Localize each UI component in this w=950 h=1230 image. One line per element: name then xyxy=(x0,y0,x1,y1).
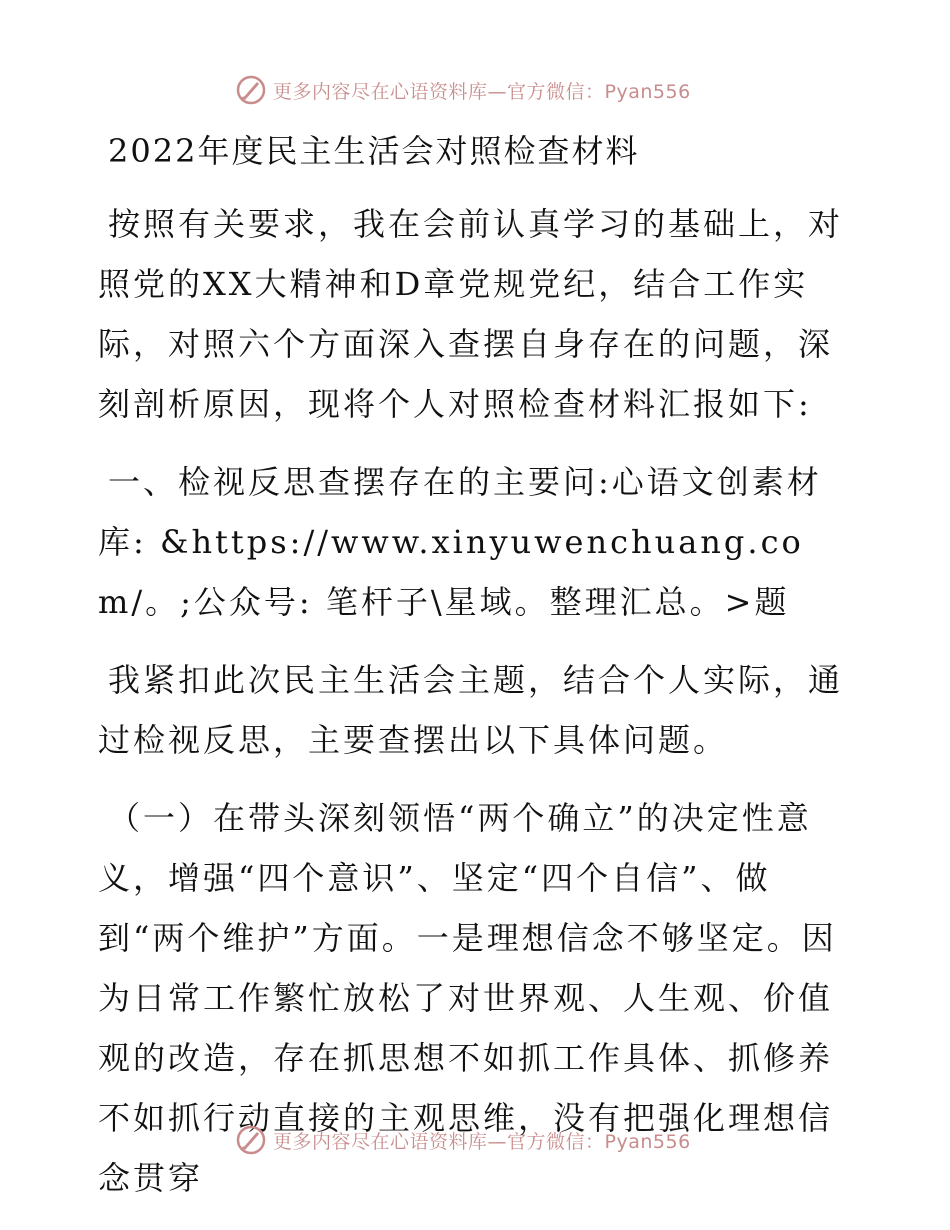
paragraph-item-one: （一）在带头深刻领悟“两个确立”的决定性意义，增强“四个意识”、坚定“四个自信”、做到“两个维护”方面。一是理想信念不够坚定。因为日常工作繁忙放松了对世界观、人生观、价值观的改造，存在抓思想不如抓工作具体、抓修养不如抓行动直接的主观思维，没有把强化理想信念贯穿 xyxy=(98,799,837,1197)
document-title: 2022年度民主生活会对照检查材料 xyxy=(108,132,640,170)
quill-logo-icon xyxy=(235,74,267,106)
paragraph-intro: 按照有关要求，我在会前认真学习的基础上，对照党的XX大精神和D章党规党纪，结合工作实际，对照六个方面深入查摆自身存在的问题，深刻剖析原因，现将个人对照检查材料汇报如下: xyxy=(98,205,844,423)
header-watermark xyxy=(235,72,691,108)
watermark-text: 更多内容尽在心语资料库—官方微信：Pyan556 xyxy=(273,80,691,103)
footer-watermark xyxy=(235,1122,691,1158)
quill-logo-icon xyxy=(235,1124,267,1156)
paragraph-section-heading: 一、检视反思查摆存在的主要问:心语文创素材库: &https://www.xinyuwenchuang.com/。;公众号: 笔杆子\星域。整理汇总。>题 xyxy=(98,463,822,621)
document-body xyxy=(98,122,858,1226)
paragraph-summary: 我紧扣此次民主生活会主题，结合个人实际，通过检视反思，主要查摆出以下具体问题。 xyxy=(98,661,844,759)
watermark-text: 更多内容尽在心语资料库—官方微信：Pyan556 xyxy=(273,1130,691,1153)
